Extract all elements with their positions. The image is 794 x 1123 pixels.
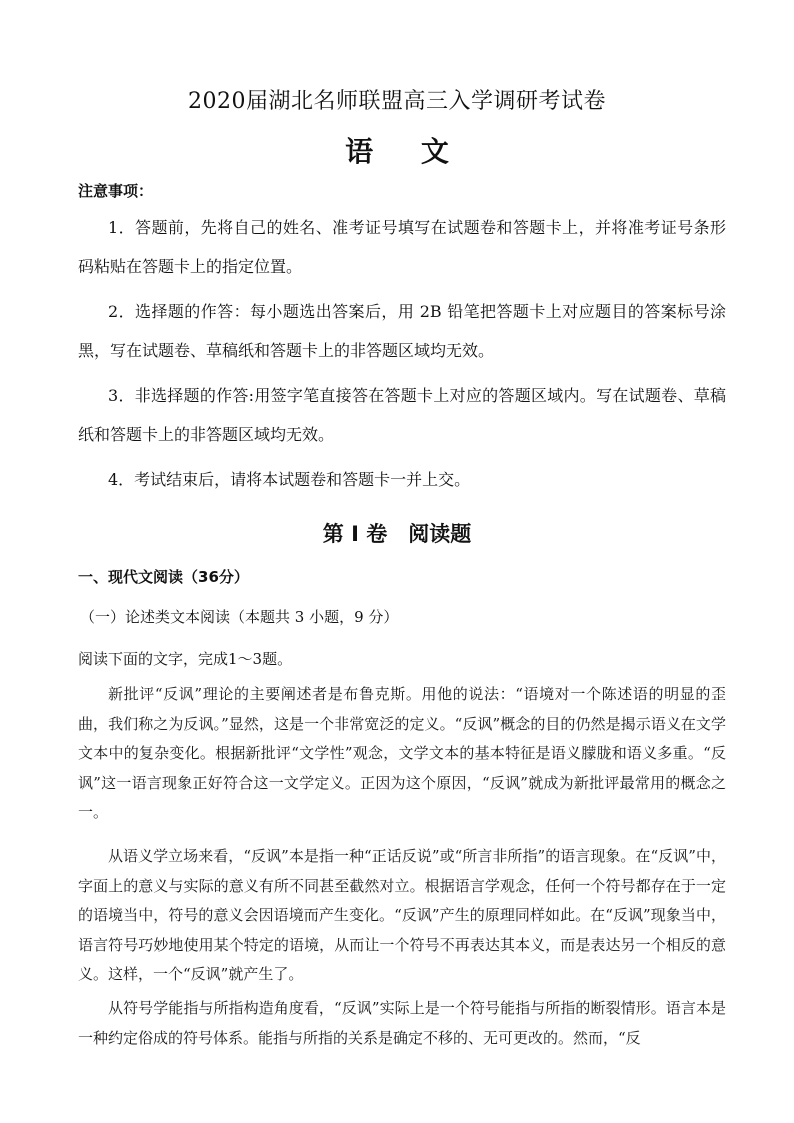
passage-paragraph: 从语义学立场来看，“反讽”本是指一种“正话反说”或“所言非所指”的语言现象。在“反讽”中，字面上的意义与实际的意义有所不同甚至截然对立。根据语言学观念，任何一个符号都存在于一定的语境当中，符号的意义会因语境而产生变化。“反讽”产生的原理同样如此。在“反讽”现象当中，语言符号巧妙地使用某个特定的语境，从而让一个符号不再表达其本义，而是表达另一个相反的意义。这样，一个“反讽”就产生了。 xyxy=(78,847,726,983)
notice-heading: 注意事项： xyxy=(78,182,154,200)
notice-item: 3．非选择题的作答:用签字笔直接答在答题卡上对应的答题区域内。写在试题卷、草稿纸和答题卡上的非答题区域均无效。 xyxy=(78,386,726,444)
passage-paragraph: 从符号学能指与所指构造角度看，“反讽”实际上是一个符号能指与所指的断裂情形。语言本是一种约定俗成的符号体系。能指与所指的关系是确定不移的、无可更改的。然而，“反 xyxy=(78,999,726,1047)
section-heading: 一、现代文阅读（36分） xyxy=(78,568,249,586)
subsection-heading: （一）论述类文本阅读（本题共 3 小题，9 分） xyxy=(80,608,399,626)
subject-title: 语 文 xyxy=(345,135,449,168)
reading-instruction: 阅读下面的文字，完成1～3题。 xyxy=(78,650,293,668)
notice-item: 1．答题前，先将自己的姓名、准考证号填写在试题卷和答题卡上，并将准考证号条形码粘贴在答题卡上的指定位置。 xyxy=(78,218,726,276)
exam-title: 2020届湖北名师联盟高三入学调研考试卷 xyxy=(188,89,606,114)
notice-item: 2．选择题的作答：每小题选出答案后，用 2B 铅笔把答题卡上对应题目的答案标号涂黑，写在试题卷、草稿纸和答题卡上的非答题区域均无效。 xyxy=(78,302,726,360)
passage-paragraph: 新批评“反讽”理论的主要阐述者是布鲁克斯。用他的说法：“语境对一个陈述语的明显的歪曲，我们称之为反讽。”显然，这是一个非常宽泛的定义。“反讽”概念的目的仍然是揭示语义在文学文本中的复杂变化。根据新批评“文学性”观念，文学文本的基本特征是语义朦胧和语义多重。“反讽”这一语言现象正好符合这一文学定义。正因为这个原因，“反讽”就成为新批评最常用的概念之一。 xyxy=(78,685,726,821)
notice-item: 4．考试结束后，请将本试题卷和答题卡一并上交。 xyxy=(108,470,471,489)
part-heading: 第 I 卷 阅读题 xyxy=(322,522,472,546)
